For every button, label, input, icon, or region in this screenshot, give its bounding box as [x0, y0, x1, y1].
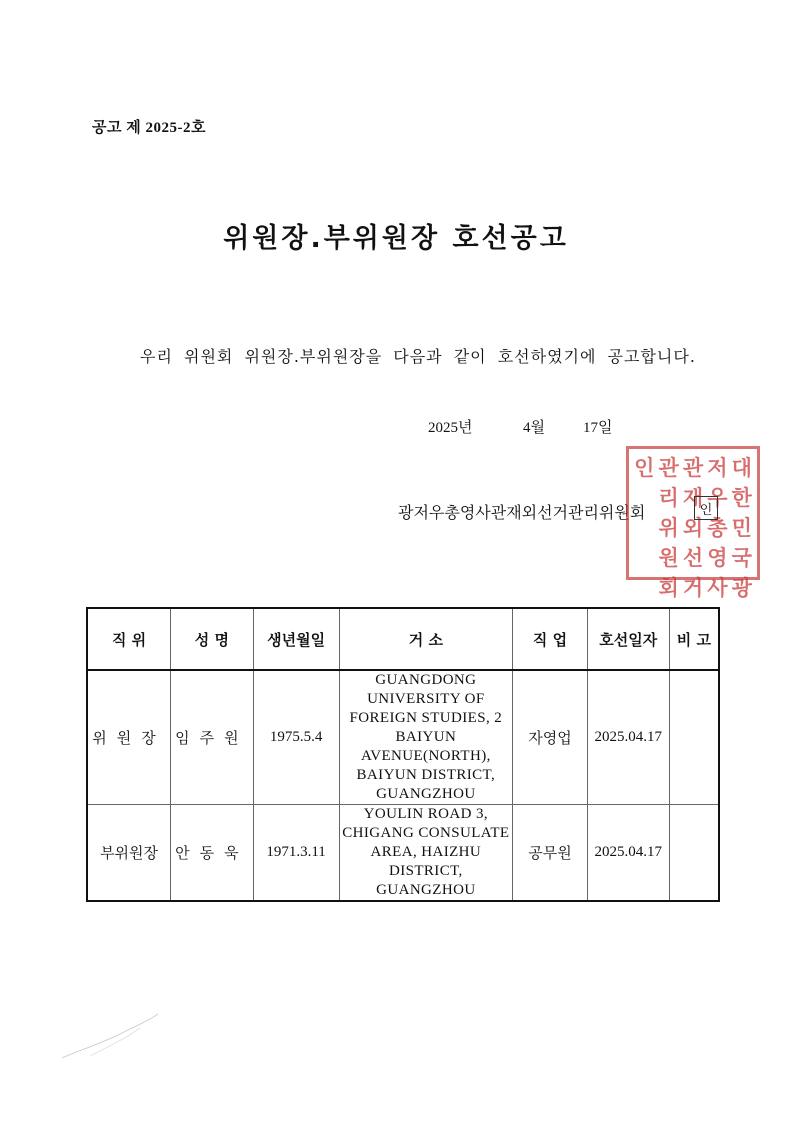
stamp-glyph: 우 [707, 486, 728, 510]
cell-elected-date: 2025.04.17 [587, 805, 669, 902]
header-position: 직 위 [87, 608, 171, 670]
header-name: 성 명 [171, 608, 254, 670]
stamp-glyph: 회 [658, 576, 679, 600]
table-header-row [87, 608, 719, 670]
stamp-glyph: 선 [682, 546, 704, 570]
cell-birth: 1971.3.11 [253, 805, 339, 902]
stamp-glyph: 관 [658, 456, 679, 480]
stamp-glyph: 사 [707, 576, 728, 600]
cell-name: 임주원 [171, 670, 254, 805]
stamp-glyph: 인 [634, 456, 655, 480]
header-elected-date: 호선일자 [587, 608, 669, 670]
stamp-glyph: 총 [707, 516, 728, 540]
notice-date [428, 416, 613, 437]
stamp-glyph: 영 [707, 546, 728, 570]
seal-mark: 인 [694, 496, 718, 520]
table-row [87, 805, 719, 902]
date-day: 17일 [583, 420, 613, 436]
cell-position: 위원장 [87, 670, 171, 805]
officers-table [86, 607, 720, 902]
notice-number: 공고 제 2025-2호 [92, 120, 206, 136]
date-month: 4월 [523, 420, 545, 436]
cell-occupation: 자영업 [513, 670, 588, 805]
scan-mark-scribble [60, 1006, 160, 1066]
header-occupation: 직 업 [513, 608, 588, 670]
stamp-glyph: 원 [658, 546, 679, 570]
stamp-glyph: 대 [731, 456, 752, 480]
stamp-glyph: 민 [731, 516, 752, 540]
table-row [87, 670, 719, 805]
stamp-glyph: 위 [658, 516, 679, 540]
stamp-glyph: 리 [658, 486, 679, 510]
cell-elected-date: 2025.04.17 [587, 670, 669, 805]
header-remarks: 비 고 [669, 608, 719, 670]
cell-address: GUANGDONG UNIVERSITY OF FOREIGN STUDIES, 2 BAIYUN AVENUE(NORTH), BAIYUN DISTRICT, GUANGZHOU [339, 670, 513, 805]
stamp-glyph: 재 [682, 486, 704, 510]
stamp-glyph: 광 [731, 576, 752, 600]
cell-name: 안동욱 [171, 805, 254, 902]
cell-remarks [669, 670, 719, 805]
stamp-glyph: 한 [731, 486, 752, 510]
page-title: 위원장.부위원장 호선공고 [223, 223, 569, 254]
stamp-glyph: 외 [682, 516, 704, 540]
cell-occupation: 공무원 [513, 805, 588, 902]
cell-position: 부위원장 [87, 805, 171, 902]
cell-remarks [669, 805, 719, 902]
stamp-glyph: 관 [682, 456, 704, 480]
stamp-glyph: 거 [682, 576, 704, 600]
date-year: 2025년 [428, 420, 473, 436]
header-birth: 생년월일 [253, 608, 339, 670]
committee-name: 광저우총영사관재외선거관리위원회 [398, 503, 646, 522]
intro-text: 우리 위원회 위원장.부위원장을 다음과 같이 호선하였기에 공고합니다. [140, 347, 696, 366]
cell-address: YOULIN ROAD 3, CHIGANG CONSULATE AREA, HAIZHU DISTRICT, GUANGZHOU [339, 805, 513, 902]
header-address: 거 소 [339, 608, 513, 670]
stamp-glyph: 저 [707, 456, 728, 480]
official-seal-stamp [626, 446, 760, 600]
cell-birth: 1975.5.4 [253, 670, 339, 805]
stamp-glyph: 국 [731, 546, 752, 570]
